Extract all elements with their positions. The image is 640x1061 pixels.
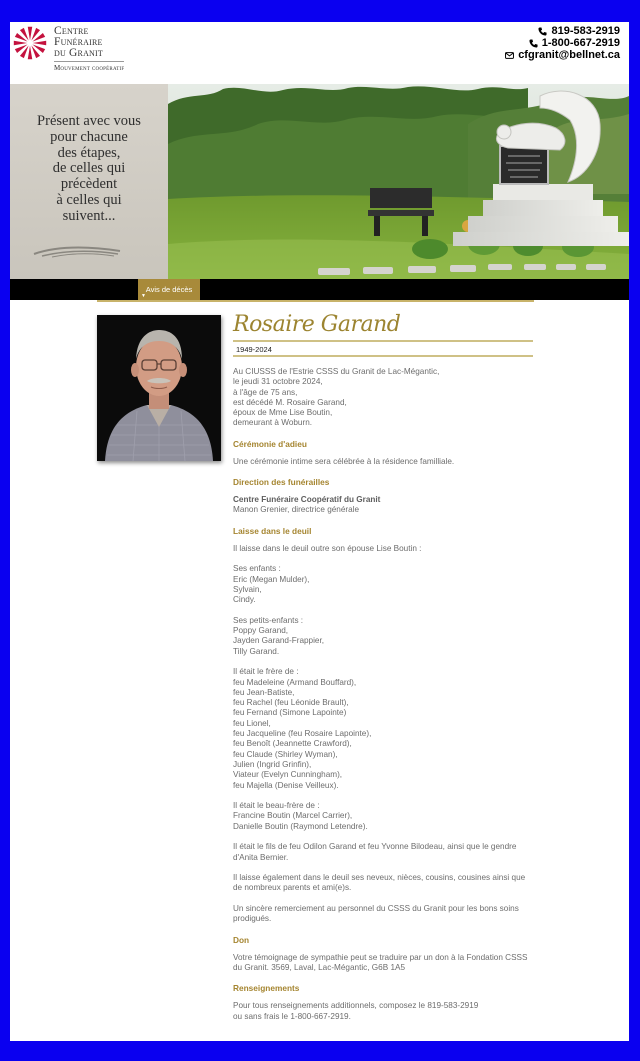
page <box>10 22 629 1041</box>
brand-name[interactable] <box>54 26 124 73</box>
phone-tollfree-link[interactable]: 1-800-667-2919 <box>541 37 620 50</box>
intro-text: Au CIUSSS de l'Estrie CSSS du Granit de Lac-Mégantic, le jeudi 31 octobre 2024, à l'âge de 75 ans, est décédé M. Rosaire Garand, époux de Mme Lise Boutin, demeurant à Woburn. <box>233 367 440 428</box>
direction-person: Manon Grenier, directrice générale <box>233 505 360 515</box>
main-navigation <box>10 279 629 300</box>
ceremony-text: Une cérémonie intime sera célébrée à la résidence familliale. <box>233 456 455 466</box>
logo-flower-icon[interactable] <box>12 25 48 61</box>
nav-divider <box>97 300 534 302</box>
banner-tagline: Présent avec vous pour chacune des étapes, de celles qui précèdent à celles qui suivent... <box>37 113 141 224</box>
info-heading: Renseignements <box>233 983 300 994</box>
dates-rule <box>233 355 533 357</box>
hero-banner <box>10 84 629 279</box>
brand-line-1: Centre <box>54 25 89 37</box>
family-heading: Laisse dans le deuil <box>233 525 312 536</box>
ceremony-heading: Cérémonie d'adieu <box>233 438 307 449</box>
obituary-content <box>233 310 533 1022</box>
brand-line-4: Mouvement coopératif <box>54 61 124 73</box>
swoosh-decoration-icon <box>32 244 122 258</box>
cemetery-angel-photo <box>168 84 629 279</box>
phone-icon <box>538 27 547 36</box>
phone-local-link[interactable]: 819-583-2919 <box>551 25 620 37</box>
nav-tab-avis-de-deces[interactable] <box>138 279 200 300</box>
life-dates: 1949-2024 <box>236 345 272 354</box>
brand-line-3: du Granit <box>54 47 103 59</box>
caret-down-icon: ▼ <box>141 293 146 299</box>
email-link[interactable]: cfgranit@bellnet.ca <box>518 49 620 62</box>
banner-tagline-panel <box>10 84 168 279</box>
brand-line-2: Funéraire <box>54 36 103 48</box>
envelope-icon <box>505 51 514 60</box>
deceased-name: Rosaire Garand <box>233 312 401 337</box>
contact-block <box>505 25 620 62</box>
family-text: Il laisse dans le deuil outre son épouse Lise Boutin : Ses enfants : Eric (Megan Mulder), Sylvain, Cindy. Ses petits-enfants : Poppy Garand, Jayden Garand-Frappier, Tilly Garand. Il était le frère de : feu Madeleine (Armand Bouffard), feu Jean-Batiste, feu Rachel (feu Léonide Brault), feu Fernand (Simone Lapointe) feu Lionel, feu Jacqueline (feu Rosaire Lapointe), feu Benoît (Jeannette Crawford), feu Claude (Shirley Wyman), Julien (Ingrid Grinfin), Viateur (Evelyn Cunningham), feu Majella (Denise Veilleux). Il était le beau-frère de : Francine Boutin (Marcel Carrier), Danielle Boutin (Raymond Letendre). Il était le fils de feu Odilon Garand et feu Yvonne Bilodeau, ainsi que le gendre d'Anita Bernier. Il laisse également dans le deuil ses neveux, nièces, cousins, cousines ainsi que de nombreux parents et ami(e)s. Un sincère remerciement au personnel du CSSS du Granit pour les bons soins prodigués. <box>233 543 526 924</box>
don-heading: Don <box>233 934 250 945</box>
phone-icon <box>529 39 538 48</box>
deceased-portrait-photo <box>97 315 221 461</box>
direction-org: Centre Funéraire Coopératif du Granit <box>233 495 381 505</box>
direction-heading: Direction des funérailles <box>233 477 330 488</box>
info-text: Pour tous renseignements additionnels, composez le 819-583-2919 ou sans frais le 1-800-667-2919. <box>233 1001 479 1021</box>
site-header <box>10 22 629 84</box>
nav-tab-label: Avis de décès <box>145 285 193 294</box>
don-text: Votre témoignage de sympathie peut se traduire par un don à la Fondation CSSS du Granit. 3569, Laval, Lac-Mégantic, G6B 1A5 <box>233 952 528 972</box>
